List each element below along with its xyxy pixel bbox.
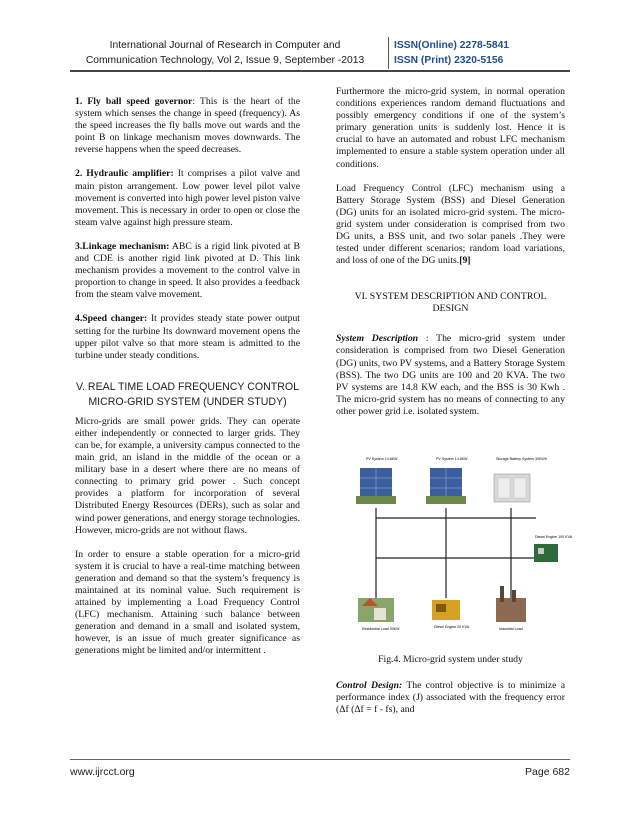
text-fly-ball: : This is the heart of the system which senses the change in speed (frequency). As the speed increases the fly balls move out wards and the point B on linkage mechanism moves downwards. The reverse happens when the speed decreases. <box>75 96 300 156</box>
header-divider <box>388 37 389 69</box>
term-fly-ball: 1. Fly ball speed governor <box>75 96 193 107</box>
term-linkage: 3.Linkage mechanism: <box>75 240 170 252</box>
label-pv1: PV System 14.8KW <box>366 456 398 461</box>
paragraph-system-description <box>336 333 565 418</box>
issn-block <box>394 38 509 68</box>
issn-print: ISSN (Print) 2320-5156 <box>394 55 504 66</box>
paragraph-speed-changer <box>75 313 300 361</box>
paragraph-linkage <box>75 241 300 301</box>
section-vi-heading <box>336 291 565 315</box>
paragraph-fly-ball <box>75 96 300 156</box>
issn-online: ISSN(Online) 2278-5841 <box>394 40 510 51</box>
section-vi-line2: DESIGN <box>432 303 469 315</box>
term-speed-changer: 4.Speed changer: <box>75 313 148 325</box>
section-v-line1: V. REAL TIME LOAD FREQUENCY CONTROL <box>75 380 300 393</box>
section-v-line2: MICRO-GRID SYSTEM (UNDER STUDY) <box>88 395 287 408</box>
label-diesel-small: Diesel Engine 20 KVA <box>434 624 470 629</box>
paragraph-microgrids: Micro-grids are small power grids. They can operate either independently or connected to larger grids. They can be, for example, a university campus connected to the main grid, an island in the middle of the ocean or a military base in a desert where there are no means of connecting to primary grid power . Such concept provides a platform for incorporation of several Distributed Energy Resources (DERs), such as solar and wind power generations, and energy storage technologies. However, micro-grids are not without flaws. <box>75 415 300 536</box>
right-column <box>336 86 573 716</box>
citation-ref: [9] <box>459 255 471 267</box>
label-system-description: System Description <box>336 333 419 345</box>
microgrid-diagram <box>336 448 573 648</box>
figure-caption: Fig.4. Micro-grid system under study <box>378 653 523 665</box>
pv-panel-1 <box>356 468 396 504</box>
text-lfc: Load Frequency Control (LFC) mechanism using a Battery Storage System (BSS) and Diesel Generation (DG) units for an isolated micro-grid system. The micro-grid system under consideration is comprised from two DG units, a BSS unit, and two solar panels .They were tested under different scenarios; random load variations, and loss of one of the DG units. <box>336 182 565 267</box>
section-vi-line1: VI. SYSTEM DESCRIPTION AND CONTROL <box>354 291 547 303</box>
footer-url[interactable]: www.ijrcct.org <box>70 766 135 778</box>
diesel-engine-small <box>432 600 460 620</box>
paragraph-furthermore: Furthermore the micro-grid system, in normal operation conditions experiences random demand fluctuations and possibly emergency conditions if one of the system’s primary generation units is suddenly lost. Hence it is crucial to have an automated and robust LFC mechanism implemented to ensure a stable system operation under all conditions. <box>336 86 565 170</box>
text-system-description: : The micro-grid system under consideration is comprised from two Diesel Generation (DG) units, two PV systems, and a Battery Storage System (BSS). The two DG units are 100 and 20 KVA. The two PV systems are 14.8 KW each, and the BSS is 30 Kwh . The micro-grid system has no means of connecting to any other power grid i.e. isolated system. <box>336 333 565 417</box>
journal-title-line1: International Journal of Research in Computer and <box>109 40 341 51</box>
storage-battery <box>494 474 530 502</box>
label-pv2: PV System 14.8KW <box>436 456 468 461</box>
residential-load <box>358 598 394 622</box>
text-control-design: The control objective is to minimize a performance index (J) associated with the frequency error (Δf (Δf = f - fs), and <box>336 680 565 716</box>
label-control-design: Control Design: <box>336 680 403 692</box>
label-diesel-main: Diesel Engine 100 KVA <box>535 534 573 539</box>
text-hydraulic: It comprises a pilot valve and main piston arrangement. Low power level pilot valve movement is converted into high power level piston valve movement. This is necessary in order to open or close the steam valve against high pressure steam. <box>75 168 300 228</box>
footer-rule <box>70 759 570 760</box>
paragraph-lfc <box>336 183 565 268</box>
paragraph-control-design <box>336 680 565 716</box>
term-hydraulic: 2. Hydraulic amplifier: <box>75 168 174 180</box>
journal-title-line2: Communication Technology, Vol 2, Issue 9, September -2013 <box>85 55 365 66</box>
paragraph-stable-operation: In order to ensure a stable operation for a micro-grid system it is crucial to have a real-time matching between generation and demand so that the system’s frequency is maintained at its nominal value. Such requirement is attained by implementing a Load Frequency Control (LFC) mechanism. Attaining such balance between generation and demand in a small and isolated system, however, is an issue of much greater significance as generations might be limited and/or intermittent . <box>75 548 300 657</box>
diesel-engine-main <box>534 544 558 562</box>
text-linkage: ABC is a rigid link pivoted at B and CDE is another rigid link pivoted at D. This link mechanism provides a movement to the control valve in proportion to change in speed. It also provides a feedback from the steam valve movement. <box>75 240 300 301</box>
microgrid-figure <box>336 448 573 648</box>
label-storage: Storage Battery System 30KWh <box>496 456 547 461</box>
header-rule <box>70 70 570 72</box>
journal-header <box>60 38 390 68</box>
label-industrial: Industrial Load <box>499 626 523 631</box>
paragraph-hydraulic <box>75 168 300 228</box>
pv-panel-2 <box>426 468 466 504</box>
label-residential: Residential Load 30KW <box>362 626 400 631</box>
section-v-heading <box>75 380 300 410</box>
left-column <box>75 96 300 658</box>
page-number: Page 682 <box>525 766 570 778</box>
text-speed-changer: It provides steady state power output setting for the turbine Its downward movement opens the upper pilot valve so that more steam is admitted to the turbine under steady conditions. <box>75 313 300 361</box>
